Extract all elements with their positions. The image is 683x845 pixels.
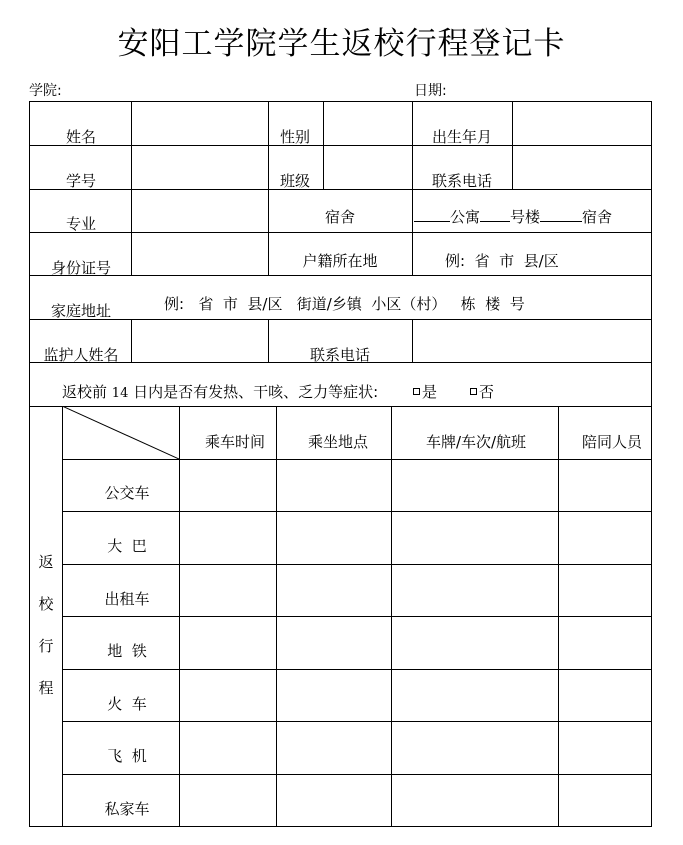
grid-line — [29, 189, 652, 190]
grid-line — [268, 189, 269, 276]
grid-line — [62, 511, 652, 512]
grid-line — [62, 616, 652, 617]
col-header-time: 乘车时间 — [204, 433, 266, 451]
grid-line — [29, 275, 652, 276]
birth-label: 出生年月 — [431, 128, 493, 146]
symptom-days: 14 — [111, 386, 129, 401]
grid-line — [62, 774, 652, 775]
grid-line — [29, 145, 652, 146]
grid-line — [62, 406, 63, 827]
grid-line — [29, 319, 652, 320]
grid-line — [131, 319, 132, 363]
guardian-name-label: 监护人姓名 — [43, 346, 119, 364]
section-label-char: 返 — [38, 553, 54, 571]
col-header-place: 乘坐地点 — [307, 433, 369, 451]
building-blank[interactable] — [480, 208, 510, 222]
gender-label: 性别 — [279, 128, 311, 146]
grid-line — [651, 101, 652, 827]
col-header-companion: 陪同人员 — [581, 433, 643, 451]
college-label: 学院: — [29, 83, 62, 99]
address-label: 家庭地址 — [50, 302, 112, 320]
trip-row-private-car: 私家车 — [104, 800, 150, 818]
student-id-label: 学号 — [65, 172, 97, 190]
grid-line — [391, 406, 392, 827]
grid-line — [558, 406, 559, 827]
grid-line — [512, 101, 513, 189]
symptom-suffix: 日内是否有发热、干咳、乏力等症状: — [133, 383, 379, 401]
yes-label: 是 — [422, 383, 438, 401]
symptom-prefix: 返校前 — [62, 383, 108, 401]
no-label: 否 — [479, 383, 495, 401]
class-label: 班级 — [279, 172, 311, 190]
room-blank[interactable] — [540, 208, 582, 222]
trip-row-plane: 飞 机 — [107, 747, 147, 765]
trip-row-train: 火 车 — [107, 695, 147, 713]
col-header-vehicle: 车牌/车次/航班 — [425, 433, 527, 451]
date-label: 日期: — [414, 83, 447, 99]
grid-line — [179, 406, 180, 827]
trip-row-taxi: 出租车 — [104, 590, 150, 608]
trip-row-bus: 公交车 — [104, 484, 150, 502]
guardian-phone-label: 联系电话 — [309, 346, 371, 364]
section-label-char: 程 — [38, 679, 54, 697]
room-text: 宿舍 — [582, 208, 613, 226]
building-text: 号楼 — [510, 208, 541, 226]
section-label-char: 校 — [38, 595, 54, 613]
apartment-text: 公寓 — [450, 208, 481, 226]
page-title: 安阳工学院学生返校行程登记卡 — [117, 26, 566, 62]
major-label: 专业 — [65, 215, 97, 233]
grid-line — [62, 669, 652, 670]
grid-line — [29, 232, 652, 233]
id-number-label: 身份证号 — [50, 259, 112, 277]
name-label: 姓名 — [65, 128, 97, 146]
trip-row-coach: 大 巴 — [107, 537, 147, 555]
grid-line — [29, 101, 30, 827]
header-diagonal — [62, 406, 179, 459]
grid-line — [62, 459, 652, 460]
dorm-label: 宿舍 — [324, 208, 356, 226]
grid-line — [131, 101, 132, 232]
grid-line — [268, 319, 269, 363]
grid-line — [62, 721, 652, 722]
hukou-label: 户籍所在地 — [302, 252, 378, 270]
section-label-char: 行 — [38, 637, 54, 655]
symptom-no-option[interactable] — [470, 383, 494, 401]
grid-line — [323, 101, 324, 189]
grid-line — [412, 319, 413, 363]
grid-line — [412, 101, 413, 189]
address-example: 例: 省 市 县/区 街道/乡镇 小区（村） 栋 楼 号 — [164, 295, 525, 313]
grid-line — [62, 564, 652, 565]
no-checkbox[interactable] — [470, 388, 477, 395]
grid-line — [131, 232, 132, 276]
yes-checkbox[interactable] — [413, 388, 420, 395]
trip-row-subway: 地 铁 — [107, 642, 147, 660]
grid-line — [29, 101, 652, 102]
dorm-fill-line — [414, 208, 612, 226]
grid-line — [268, 101, 269, 189]
grid-line — [412, 189, 413, 276]
symptom-question — [62, 383, 378, 403]
hukou-example: 例: 省 市 县/区 — [445, 252, 559, 270]
grid-line — [276, 406, 277, 827]
phone-label: 联系电话 — [431, 172, 493, 190]
apartment-blank[interactable] — [414, 208, 450, 222]
symptom-yes-option[interactable] — [413, 383, 437, 401]
